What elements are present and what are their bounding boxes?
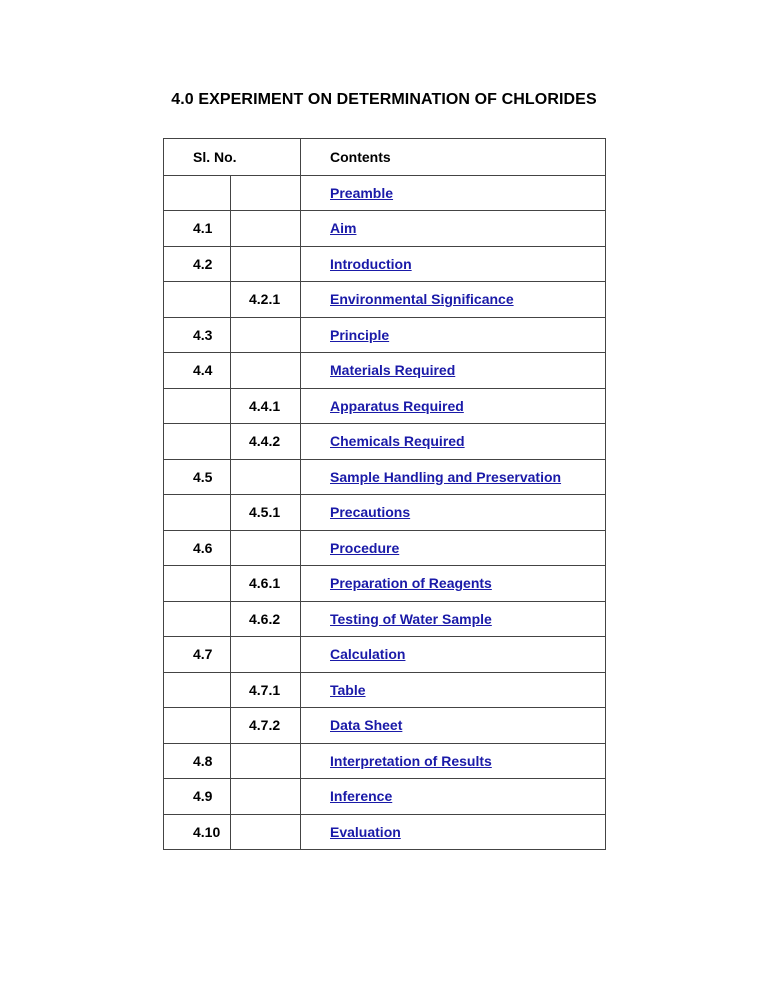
section-number [164,566,231,602]
sl-no-header: Sl. No. [164,139,301,176]
toc-link[interactable]: Procedure [330,539,400,556]
section-number [164,708,231,744]
section-number: 4.5 [164,459,231,495]
subsection-number: 4.4.1 [231,388,301,424]
table-row [164,530,606,566]
toc-link[interactable]: Precautions [330,504,411,521]
subsection-number [231,353,301,389]
table-row [164,495,606,531]
toc-link[interactable]: Table [330,681,366,698]
toc-link[interactable]: Materials Required [330,362,456,379]
toc-link[interactable]: Preamble [330,184,394,201]
section-number: 4.6 [164,530,231,566]
subsection-number: 4.4.2 [231,424,301,460]
contents-cell [301,708,606,744]
toc-link[interactable]: Principle [330,326,390,343]
table-header-row [164,139,606,176]
subsection-number [231,779,301,815]
table-row [164,637,606,673]
section-number: 4.10 [164,814,231,850]
section-number: 4.9 [164,779,231,815]
subsection-number [231,637,301,673]
subsection-number [231,317,301,353]
subsection-number: 4.2.1 [231,282,301,318]
page-title: 4.0 EXPERIMENT ON DETERMINATION OF CHLORIDES [171,91,597,108]
toc-link[interactable]: Apparatus Required [330,397,464,414]
contents-cell [301,282,606,318]
toc-link[interactable]: Data Sheet [330,717,403,734]
table-row [164,388,606,424]
toc-link[interactable]: Preparation of Reagents [330,575,492,592]
subsection-number [231,459,301,495]
table-row [164,814,606,850]
contents-table-body [164,139,606,850]
section-number: 4.4 [164,353,231,389]
contents-cell [301,601,606,637]
contents-cell [301,566,606,602]
subsection-number [231,211,301,247]
section-number: 4.1 [164,211,231,247]
subsection-number [231,246,301,282]
contents-cell [301,530,606,566]
contents-cell [301,495,606,531]
subsection-number [231,175,301,211]
contents-cell [301,459,606,495]
subsection-number: 4.5.1 [231,495,301,531]
toc-link[interactable]: Environmental Significance [330,291,514,308]
section-number [164,601,231,637]
section-number [164,672,231,708]
subsection-number [231,814,301,850]
subsection-number [231,530,301,566]
section-number: 4.7 [164,637,231,673]
contents-table [163,138,606,850]
toc-link[interactable]: Chemicals Required [330,433,465,450]
contents-cell [301,353,606,389]
contents-cell [301,779,606,815]
table-row [164,743,606,779]
table-row [164,672,606,708]
contents-cell [301,246,606,282]
contents-header: Contents [301,139,606,176]
section-number [164,424,231,460]
table-row [164,566,606,602]
contents-cell [301,388,606,424]
table-row [164,353,606,389]
section-number: 4.8 [164,743,231,779]
table-row [164,601,606,637]
subsection-number: 4.6.1 [231,566,301,602]
toc-link[interactable]: Sample Handling and Preservation [330,468,562,485]
toc-link[interactable]: Evaluation [330,823,401,840]
subsection-number: 4.7.2 [231,708,301,744]
table-row [164,779,606,815]
toc-link[interactable]: Calculation [330,646,406,663]
section-number: 4.2 [164,246,231,282]
contents-cell [301,814,606,850]
section-number [164,388,231,424]
section-number [164,175,231,211]
subsection-number: 4.6.2 [231,601,301,637]
section-number [164,495,231,531]
contents-cell [301,424,606,460]
contents-cell [301,317,606,353]
contents-cell [301,637,606,673]
section-number [164,282,231,318]
section-number: 4.3 [164,317,231,353]
toc-link[interactable]: Testing of Water Sample [330,610,492,627]
table-row [164,708,606,744]
contents-cell [301,743,606,779]
toc-link[interactable]: Inference [330,788,393,805]
table-row [164,282,606,318]
table-row [164,246,606,282]
subsection-number: 4.7.1 [231,672,301,708]
subsection-number [231,743,301,779]
table-row [164,424,606,460]
contents-cell [301,175,606,211]
contents-cell [301,672,606,708]
table-row [164,211,606,247]
toc-link[interactable]: Aim [330,220,357,237]
table-row [164,175,606,211]
table-row [164,459,606,495]
toc-link[interactable]: Introduction [330,255,412,272]
toc-link[interactable]: Interpretation of Results [330,752,492,769]
table-row [164,317,606,353]
contents-cell [301,211,606,247]
